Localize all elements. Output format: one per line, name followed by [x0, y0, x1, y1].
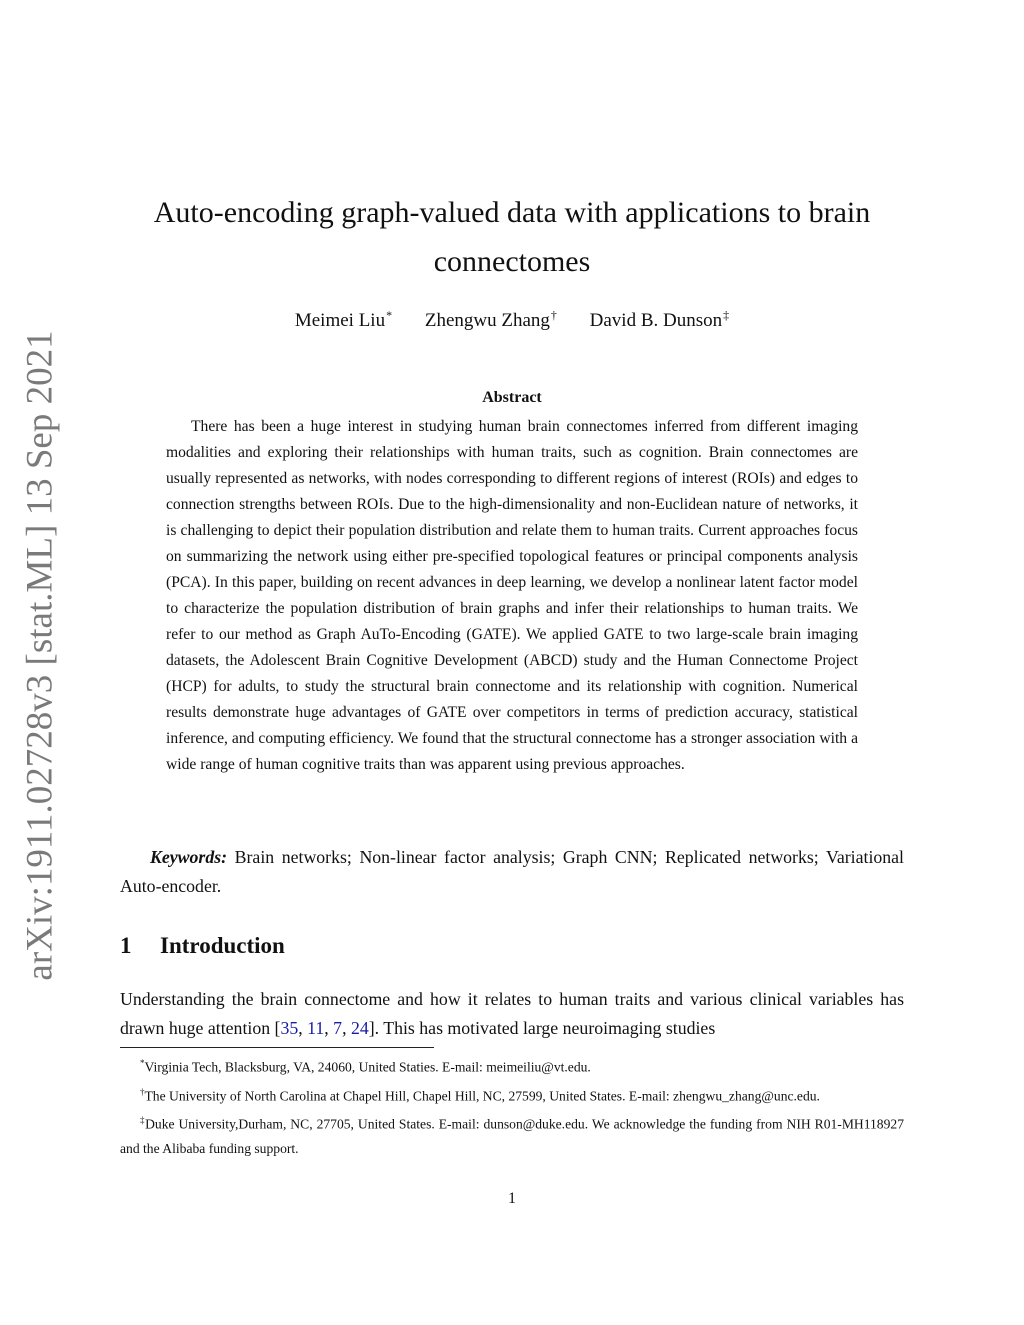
footnote-3-mark: ‡ [140, 1115, 146, 1126]
arxiv-identifier-text: arXiv:1911.02728v3 [stat.ML] 13 Sep 2021 [19, 329, 61, 981]
keywords-text: Brain networks; Non-linear factor analysis; Graph CNN; Replicated networks; Variational Auto-encoder. [120, 847, 904, 896]
arxiv-identifier [14, 329, 66, 981]
footnote-divider [120, 1047, 434, 1048]
author-2 [425, 310, 557, 331]
citation-link-11[interactable]: 11 [307, 1018, 325, 1038]
citation-link-7[interactable]: 7 [333, 1018, 343, 1038]
citation-link-24[interactable]: 24 [350, 1018, 369, 1038]
footnote-3 [120, 1108, 904, 1161]
paper-title-line-2: connectomes [433, 245, 591, 278]
author-1 [295, 310, 392, 331]
author-2-mark: † [550, 308, 557, 322]
abstract-text: There has been a huge interest in studying human brain connectomes inferred from different imaging modalities and exploring their relationships with human traits, such as cognition. Brain connectomes are usually represented as networks, with nodes corresponding to different regions of interest (ROIs) and edges to connection strengths between ROIs. Due to the high-dimensionality and non-Euclidean nature of networks, it is challenging to depict their population distribution and relate them to human traits. Current approaches focus on summarizing the network using either pre-specified topological features or principal components analysis (PCA). In this paper, building on recent advances in deep learning, we develop a nonlinear latent factor model to characterize the population distribution of brain graphs and infer their relationships to human traits. We refer to our method as Graph AuTo-Encoding (GATE). We applied GATE to two large-scale brain imaging datasets, the Adolescent Brain Cognitive Development (ABCD) study and the Human Connectome Project (HCP) for adults, to study the structural brain connectome and its relationship with cognition. Numerical results demonstrate huge advantages of GATE over competitors in terms of prediction accuracy, statistical inference, and computing efficiency. We found that the structural connectome has a stronger association with a wide range of human cognitive traits than was apparent using previous approaches. [166, 418, 858, 773]
footnote-2-mark: † [140, 1086, 145, 1097]
section-number: 1 [120, 933, 132, 958]
page-number: 1 [508, 1190, 516, 1207]
keywords-label: Keywords: [150, 847, 228, 867]
paper-title-line-1: Auto-encoding graph-valued data with applications to brain [153, 196, 871, 229]
author-list [120, 308, 904, 332]
intro-text-before: Understanding the brain connectome and how it relates to human traits and various clinical variables has drawn huge attention [ [120, 989, 904, 1038]
section-title: Introduction [160, 933, 285, 958]
section-heading-introduction [120, 933, 904, 959]
introduction-paragraph: Understanding the brain connectome and how it relates to human traits and various clinical variables has drawn huge attention [35, 11, 7, 24]. This has motivated large neuroimaging studies [120, 989, 904, 1038]
abstract-heading: Abstract [482, 389, 542, 406]
author-2-name: Zhengwu Zhang [424, 310, 550, 332]
intro-text-after: ]. This has motivated large neuroimaging studies [368, 1018, 716, 1038]
author-1-mark: * [386, 308, 393, 322]
author-3 [590, 310, 729, 331]
footnote-1 [120, 1051, 904, 1080]
footnote-3-text: Duke University,Durham, NC, 27705, United States. E-mail: dunson@duke.edu. We acknowledge the funding from NIH R01-MH118927 and the Alibaba funding support. [120, 1116, 904, 1156]
footnote-2 [120, 1080, 904, 1109]
author-1-name: Meimei Liu [294, 310, 386, 332]
footnote-1-text: Virginia Tech, Blacksburg, VA, 24060, United Staties. E-mail: meimeiliu@vt.edu. [144, 1059, 591, 1075]
author-3-name: David B. Dunson [589, 310, 723, 332]
keywords-paragraph [120, 843, 904, 901]
citation-link-35[interactable]: 35 [280, 1018, 299, 1038]
footnote-2-text: The University of North Carolina at Chapel Hill, Chapel Hill, NC, 27599, United States. E-mail: zhengwu_zhang@unc.edu. [144, 1088, 820, 1104]
author-3-mark: ‡ [723, 308, 730, 322]
footnote-1-mark: * [140, 1058, 145, 1068]
footnotes [120, 1051, 904, 1161]
